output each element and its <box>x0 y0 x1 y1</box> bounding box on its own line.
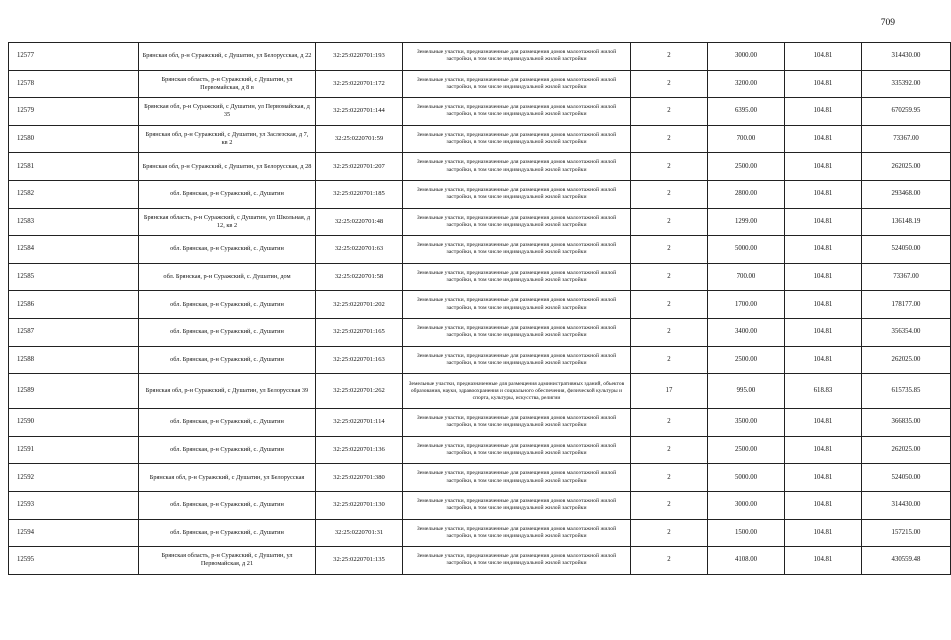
cadastral-value-cell: 670259.95 <box>862 98 951 126</box>
rate-cell: 104.81 <box>785 464 862 492</box>
table-row <box>9 43 951 71</box>
permitted-use-cell: Земельные участки, предназначенные для размещения домов малоэтажной жилой застройки, в том числе индивидуальной жилой застройки <box>403 519 631 547</box>
row-number-cell: 12591 <box>9 436 139 464</box>
area-cell: 5000.00 <box>708 236 785 264</box>
cadastral-value-cell: 430559.48 <box>862 547 951 575</box>
land-category-cell: 2 <box>631 153 708 181</box>
row-number-cell: 12586 <box>9 291 139 319</box>
permitted-use-cell: Земельные участки, предназначенные для размещения домов малоэтажной жилой застройки, в том числе индивидуальной жилой застройки <box>403 180 631 208</box>
rate-cell: 104.81 <box>785 236 862 264</box>
rate-cell: 104.81 <box>785 263 862 291</box>
row-number-cell: 12592 <box>9 464 139 492</box>
permitted-use-cell: Земельные участки, предназначенные для размещения домов малоэтажной жилой застройки, в том числе индивидуальной жилой застройки <box>403 291 631 319</box>
cadastral-number-cell: 32:25:0220701:185 <box>316 180 403 208</box>
cadastral-number-cell: 32:25:0220701:165 <box>316 318 403 346</box>
cadastral-number-cell: 32:25:0220701:63 <box>316 236 403 264</box>
table-row <box>9 436 951 464</box>
permitted-use-cell: Земельные участки, предназначенные для размещения домов малоэтажной жилой застройки, в том числе индивидуальной жилой застройки <box>403 464 631 492</box>
cadastral-number-cell: 32:25:0220701:163 <box>316 346 403 374</box>
cadastral-number-cell: 32:25:0220701:380 <box>316 464 403 492</box>
rate-cell: 104.81 <box>785 346 862 374</box>
area-cell: 2500.00 <box>708 153 785 181</box>
land-category-cell: 2 <box>631 491 708 519</box>
permitted-use-cell: Земельные участки, предназначенные для размещения административных зданий, объектов образования, науки, здравоохранения и социального обеспечения, физической культуры и спорта, культуры, искусства, религии <box>403 374 631 409</box>
rate-cell: 104.81 <box>785 98 862 126</box>
permitted-use-cell: Земельные участки, предназначенные для размещения домов малоэтажной жилой застройки, в том числе индивидуальной жилой застройки <box>403 208 631 236</box>
row-number-cell: 12589 <box>9 374 139 409</box>
land-category-cell: 2 <box>631 43 708 71</box>
permitted-use-cell: Земельные участки, предназначенные для размещения домов малоэтажной жилой застройки, в том числе индивидуальной жилой застройки <box>403 153 631 181</box>
land-category-cell: 2 <box>631 236 708 264</box>
address-cell: обл. Брянская, р-н Суражский, с. Душатин, дом <box>139 263 316 291</box>
land-category-cell: 2 <box>631 547 708 575</box>
area-cell: 1700.00 <box>708 291 785 319</box>
permitted-use-cell: Земельные участки, предназначенные для размещения домов малоэтажной жилой застройки, в том числе индивидуальной жилой застройки <box>403 547 631 575</box>
address-cell: Брянская обл, р-н Суражский, с Душатин, ул Белорусская <box>139 464 316 492</box>
rate-cell: 104.81 <box>785 547 862 575</box>
rate-cell: 104.81 <box>785 153 862 181</box>
table-row <box>9 263 951 291</box>
row-number-cell: 12588 <box>9 346 139 374</box>
address-cell: Брянская обл, р-н Суражский, с Душатин, ул Первомайская, д 35 <box>139 98 316 126</box>
land-category-cell: 2 <box>631 409 708 437</box>
area-cell: 4108.00 <box>708 547 785 575</box>
row-number-cell: 12587 <box>9 318 139 346</box>
permitted-use-cell: Земельные участки, предназначенные для размещения домов малоэтажной жилой застройки, в том числе индивидуальной жилой застройки <box>403 236 631 264</box>
address-cell: Брянская обл, р-н Суражский, с Душатин, ул Белорусская, д 22 <box>139 43 316 71</box>
area-cell: 2500.00 <box>708 346 785 374</box>
address-cell: обл. Брянская, р-н Суражский, с. Душатин <box>139 180 316 208</box>
address-cell: Брянская область, р-н Суражский, с Душатин, ул Первомайская, д 8 в <box>139 70 316 98</box>
cadastral-number-cell: 32:25:0220701:130 <box>316 491 403 519</box>
area-cell: 1500.00 <box>708 519 785 547</box>
cadastral-number-cell: 32:25:0220701:135 <box>316 547 403 575</box>
address-cell: обл. Брянская, р-н Суражский, с. Душатин <box>139 409 316 437</box>
row-number-cell: 12581 <box>9 153 139 181</box>
rate-cell: 104.81 <box>785 70 862 98</box>
rate-cell: 104.81 <box>785 491 862 519</box>
table-row <box>9 70 951 98</box>
rate-cell: 104.81 <box>785 125 862 153</box>
address-cell: Брянская обл, р-н Суражский, с Душатин, ул Белорусская 39 <box>139 374 316 409</box>
cadastral-value-cell: 157215.00 <box>862 519 951 547</box>
land-category-cell: 2 <box>631 263 708 291</box>
land-category-cell: 2 <box>631 70 708 98</box>
address-cell: обл. Брянская, р-н Суражский, с. Душатин <box>139 291 316 319</box>
area-cell: 2500.00 <box>708 436 785 464</box>
area-cell: 700.00 <box>708 125 785 153</box>
table-row <box>9 318 951 346</box>
land-category-cell: 2 <box>631 519 708 547</box>
permitted-use-cell: Земельные участки, предназначенные для размещения домов малоэтажной жилой застройки, в том числе индивидуальной жилой застройки <box>403 98 631 126</box>
cadastral-value-cell: 524050.00 <box>862 236 951 264</box>
row-number-cell: 12590 <box>9 409 139 437</box>
row-number-cell: 12582 <box>9 180 139 208</box>
row-number-cell: 12595 <box>9 547 139 575</box>
row-number-cell: 12583 <box>9 208 139 236</box>
table-row <box>9 291 951 319</box>
permitted-use-cell: Земельные участки, предназначенные для размещения домов малоэтажной жилой застройки, в том числе индивидуальной жилой застройки <box>403 263 631 291</box>
cadastral-value-cell: 262025.00 <box>862 153 951 181</box>
cadastral-value-cell: 262025.00 <box>862 436 951 464</box>
page-number: 709 <box>880 18 895 28</box>
cadastral-value-cell: 615735.85 <box>862 374 951 409</box>
cadastral-value-cell: 73367.00 <box>862 125 951 153</box>
cadastral-number-cell: 32:25:0220701:193 <box>316 43 403 71</box>
table-row <box>9 374 951 409</box>
rate-cell: 104.81 <box>785 180 862 208</box>
row-number-cell: 12578 <box>9 70 139 98</box>
cadastral-value-cell: 136148.19 <box>862 208 951 236</box>
cadastral-number-cell: 32:25:0220701:262 <box>316 374 403 409</box>
rate-cell: 104.81 <box>785 43 862 71</box>
table-row <box>9 98 951 126</box>
row-number-cell: 12580 <box>9 125 139 153</box>
cadastral-number-cell: 32:25:0220701:114 <box>316 409 403 437</box>
rate-cell: 104.81 <box>785 409 862 437</box>
cadastral-number-cell: 32:25:0220701:136 <box>316 436 403 464</box>
cadastral-number-cell: 32:25:0220701:207 <box>316 153 403 181</box>
cadastral-value-cell: 314430.00 <box>862 43 951 71</box>
address-cell: Брянская область, р-н Суражский, с Душатин, ул Первомайская, д 21 <box>139 547 316 575</box>
address-cell: обл. Брянская, р-н Суражский, с. Душатин <box>139 318 316 346</box>
address-cell: Брянская область, р-н Суражский, с Душатин, ул Школьная, д 12, кв 2 <box>139 208 316 236</box>
area-cell: 1299.00 <box>708 208 785 236</box>
cadastral-value-table <box>8 42 951 575</box>
land-category-cell: 2 <box>631 125 708 153</box>
table-row <box>9 236 951 264</box>
permitted-use-cell: Земельные участки, предназначенные для размещения домов малоэтажной жилой застройки, в том числе индивидуальной жилой застройки <box>403 436 631 464</box>
address-cell: обл. Брянская, р-н Суражский, с. Душатин <box>139 519 316 547</box>
cadastral-value-cell: 73367.00 <box>862 263 951 291</box>
cadastral-number-cell: 32:25:0220701:58 <box>316 263 403 291</box>
area-cell: 6395.00 <box>708 98 785 126</box>
address-cell: обл. Брянская, р-н Суражский, с. Душатин <box>139 491 316 519</box>
table-row <box>9 547 951 575</box>
land-category-cell: 2 <box>631 464 708 492</box>
cadastral-value-cell: 262025.00 <box>862 346 951 374</box>
area-cell: 3200.00 <box>708 70 785 98</box>
row-number-cell: 12585 <box>9 263 139 291</box>
cadastral-value-cell: 314430.00 <box>862 491 951 519</box>
address-cell: обл. Брянская, р-н Суражский, с. Душатин <box>139 346 316 374</box>
cadastral-number-cell: 32:25:0220701:48 <box>316 208 403 236</box>
area-cell: 2800.00 <box>708 180 785 208</box>
permitted-use-cell: Земельные участки, предназначенные для размещения домов малоэтажной жилой застройки, в том числе индивидуальной жилой застройки <box>403 346 631 374</box>
rate-cell: 618.83 <box>785 374 862 409</box>
table-row <box>9 125 951 153</box>
rate-cell: 104.81 <box>785 208 862 236</box>
cadastral-value-cell: 366835.00 <box>862 409 951 437</box>
address-cell: Брянская обл, р-н Суражский, с Душатин, ул Белорусская, д 28 <box>139 153 316 181</box>
row-number-cell: 12593 <box>9 491 139 519</box>
cadastral-value-cell: 356354.00 <box>862 318 951 346</box>
address-cell: обл. Брянская, р-н Суражский, с. Душатин <box>139 436 316 464</box>
row-number-cell: 12594 <box>9 519 139 547</box>
table-row <box>9 153 951 181</box>
area-cell: 3000.00 <box>708 43 785 71</box>
permitted-use-cell: Земельные участки, предназначенные для размещения домов малоэтажной жилой застройки, в том числе индивидуальной жилой застройки <box>403 491 631 519</box>
table-row <box>9 519 951 547</box>
cadastral-number-cell: 32:25:0220701:59 <box>316 125 403 153</box>
cadastral-number-cell: 32:25:0220701:31 <box>316 519 403 547</box>
area-cell: 3500.00 <box>708 409 785 437</box>
rate-cell: 104.81 <box>785 519 862 547</box>
permitted-use-cell: Земельные участки, предназначенные для размещения домов малоэтажной жилой застройки, в том числе индивидуальной жилой застройки <box>403 318 631 346</box>
land-category-cell: 2 <box>631 208 708 236</box>
cadastral-number-cell: 32:25:0220701:172 <box>316 70 403 98</box>
table-row <box>9 491 951 519</box>
rate-cell: 104.81 <box>785 436 862 464</box>
land-category-cell: 2 <box>631 436 708 464</box>
cadastral-value-cell: 293468.00 <box>862 180 951 208</box>
permitted-use-cell: Земельные участки, предназначенные для размещения домов малоэтажной жилой застройки, в том числе индивидуальной жилой застройки <box>403 43 631 71</box>
row-number-cell: 12577 <box>9 43 139 71</box>
table-row <box>9 464 951 492</box>
rate-cell: 104.81 <box>785 318 862 346</box>
table-row <box>9 409 951 437</box>
row-number-cell: 12579 <box>9 98 139 126</box>
permitted-use-cell: Земельные участки, предназначенные для размещения домов малоэтажной жилой застройки, в том числе индивидуальной жилой застройки <box>403 125 631 153</box>
permitted-use-cell: Земельные участки, предназначенные для размещения домов малоэтажной жилой застройки, в том числе индивидуальной жилой застройки <box>403 409 631 437</box>
area-cell: 700.00 <box>708 263 785 291</box>
area-cell: 3000.00 <box>708 491 785 519</box>
address-cell: Брянская обл, р-н Суражский, с Душатин, ул Заслезская, д 7, кв 2 <box>139 125 316 153</box>
land-category-cell: 2 <box>631 98 708 126</box>
land-category-cell: 2 <box>631 318 708 346</box>
cadastral-value-cell: 178177.00 <box>862 291 951 319</box>
permitted-use-cell: Земельные участки, предназначенные для размещения домов малоэтажной жилой застройки, в том числе индивидуальной жилой застройки <box>403 70 631 98</box>
cadastral-number-cell: 32:25:0220701:202 <box>316 291 403 319</box>
area-cell: 995.00 <box>708 374 785 409</box>
area-cell: 3400.00 <box>708 318 785 346</box>
area-cell: 5000.00 <box>708 464 785 492</box>
rate-cell: 104.81 <box>785 291 862 319</box>
row-number-cell: 12584 <box>9 236 139 264</box>
table-body <box>9 43 951 575</box>
table-row <box>9 180 951 208</box>
land-category-cell: 17 <box>631 374 708 409</box>
cadastral-value-cell: 335392.00 <box>862 70 951 98</box>
cadastral-number-cell: 32:25:0220701:144 <box>316 98 403 126</box>
land-category-cell: 2 <box>631 346 708 374</box>
address-cell: обл. Брянская, р-н Суражский, с. Душатин <box>139 236 316 264</box>
land-category-cell: 2 <box>631 180 708 208</box>
table-row <box>9 208 951 236</box>
cadastral-value-cell: 524050.00 <box>862 464 951 492</box>
land-category-cell: 2 <box>631 291 708 319</box>
table-row <box>9 346 951 374</box>
